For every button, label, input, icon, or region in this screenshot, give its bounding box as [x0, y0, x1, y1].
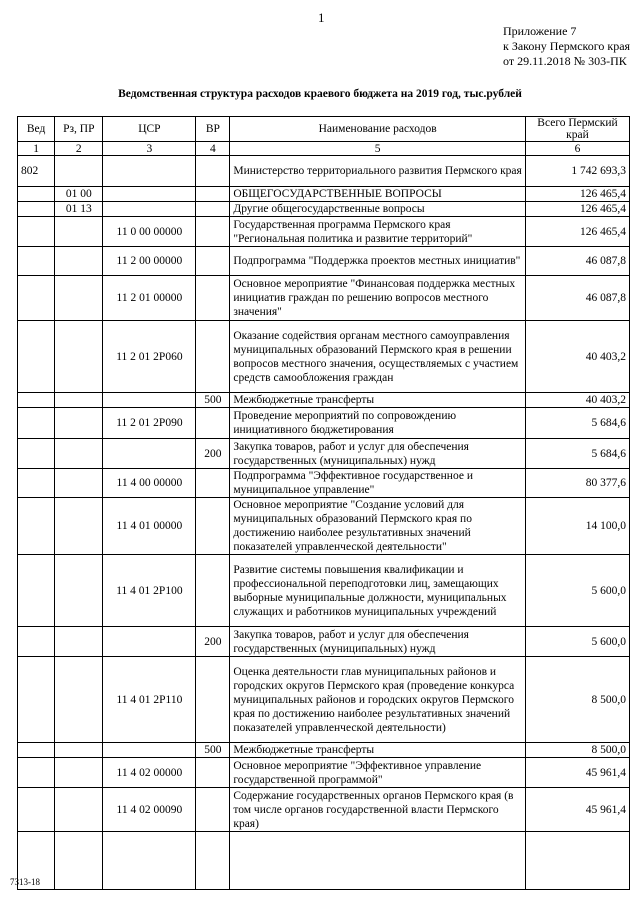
header-name: Наименование расходов	[230, 117, 526, 142]
cell-rz-pr	[55, 321, 103, 393]
cell-csr: 11 0 00 00000	[103, 217, 196, 247]
cell-vr	[196, 498, 230, 555]
table-row	[18, 758, 630, 788]
cell-csr: 11 4 02 00000	[103, 758, 196, 788]
appendix-line-2: к Закону Пермского края	[503, 39, 631, 53]
cell-vr	[196, 217, 230, 247]
cell-rz-pr	[55, 743, 103, 758]
cell-ved	[18, 788, 55, 832]
cell-ved	[18, 439, 55, 469]
table-row	[18, 788, 630, 832]
cell-rz-pr	[55, 555, 103, 627]
cell-csr	[103, 439, 196, 469]
cell-vr	[196, 187, 230, 202]
appendix-line-3: от 29.11.2018 № 303-ПК	[503, 54, 627, 68]
cell-csr: 11 4 01 2P100	[103, 555, 196, 627]
table-row	[18, 498, 630, 555]
cell-name: Оценка деятельности глав муниципальных районов и городских округов Пермского края (проведение конкурса муниципальных районов и городских округов Пермского края по достижению наиболее результативных значений показателей управленческой деятельности)	[230, 657, 526, 743]
cell-name: Основное мероприятие "Финансовая поддержка местных инициатив граждан по решению вопросов местного значения"	[230, 276, 526, 321]
appendix-line-1: Приложение 7	[503, 24, 577, 38]
cell-total: 45 961,4	[525, 758, 629, 788]
header-number: 3	[103, 142, 196, 156]
cell-total: 8 500,0	[525, 657, 629, 743]
cell-name: Проведение мероприятий по сопровождению инициативного бюджетирования	[230, 408, 526, 439]
cell-name: Развитие системы повышения квалификации и профессиональной переподготовки лиц, замещающих выборные муниципальные должности, муниципальных служащих и работников муниципальных учреждений	[230, 555, 526, 627]
header-number: 4	[196, 142, 230, 156]
table-row	[18, 408, 630, 439]
cell-rz-pr	[55, 393, 103, 408]
cell-csr: 11 4 00 00000	[103, 469, 196, 498]
table-row	[18, 743, 630, 758]
header-number: 5	[230, 142, 526, 156]
cell-ved	[18, 321, 55, 393]
table-row	[18, 321, 630, 393]
table-body	[18, 156, 630, 890]
cell-ved	[18, 187, 55, 202]
cell-rz-pr	[55, 627, 103, 657]
cell-vr: 200	[196, 439, 230, 469]
cell-vr	[196, 555, 230, 627]
cell-ved	[18, 217, 55, 247]
cell-name: Оказание содействия органам местного самоуправления муниципальных образований Пермского края в решении вопросов местного значения, осуществляемых с участием средств самообложения граждан	[230, 321, 526, 393]
cell-ved	[18, 202, 55, 217]
cell-total: 40 403,2	[525, 321, 629, 393]
header-csr: ЦСР	[103, 117, 196, 142]
cell-name: Министерство территориального развития Пермского края	[230, 156, 526, 187]
table-row	[18, 627, 630, 657]
cell-rz-pr: 01 00	[55, 187, 103, 202]
cell-ved	[18, 555, 55, 627]
cell-csr	[103, 187, 196, 202]
cell-vr	[196, 408, 230, 439]
table-row	[18, 439, 630, 469]
cell-total: 5 684,6	[525, 408, 629, 439]
cell-name: Основное мероприятие "Создание условий для муниципальных образований Пермского края по достижению наиболее результативных значений показателей управленческой деятельности"	[230, 498, 526, 555]
cell-total: 8 500,0	[525, 743, 629, 758]
header-total: Всего Пермский край	[525, 117, 629, 142]
cell-csr	[103, 156, 196, 187]
cell-total: 1 742 693,3	[525, 156, 629, 187]
cell-name: Содержание государственных органов Пермского края (в том числе органов государственной власти Пермского края)	[230, 788, 526, 832]
header-number: 1	[18, 142, 55, 156]
cell-ved	[18, 393, 55, 408]
cell-rz-pr: 01 13	[55, 202, 103, 217]
table-row	[18, 657, 630, 743]
cell-rz-pr	[55, 758, 103, 788]
cell-total: 40 403,2	[525, 393, 629, 408]
table-row	[18, 469, 630, 498]
cell-rz-pr	[55, 788, 103, 832]
cell-rz-pr	[55, 408, 103, 439]
table-row	[18, 156, 630, 187]
appendix-block	[503, 24, 630, 69]
cell-name: Закупка товаров, работ и услуг для обеспечения государственных (муниципальных) нужд	[230, 439, 526, 469]
cell-csr: 11 2 01 00000	[103, 276, 196, 321]
cell-ved	[18, 276, 55, 321]
cell-ved	[18, 627, 55, 657]
footer-code: 7313-18	[10, 877, 40, 887]
cell-rz-pr	[55, 276, 103, 321]
cell-rz-pr	[55, 657, 103, 743]
cell-vr	[196, 276, 230, 321]
cell-vr: 200	[196, 627, 230, 657]
header-vr: ВР	[196, 117, 230, 142]
cell-vr	[196, 788, 230, 832]
cell-total: 46 087,8	[525, 276, 629, 321]
header-number: 2	[55, 142, 103, 156]
cell-total: 5 600,0	[525, 627, 629, 657]
cell-name: Межбюджетные трансферты	[230, 743, 526, 758]
cell-total: 126 465,4	[525, 187, 629, 202]
cell-vr	[196, 469, 230, 498]
cell-name: Другие общегосударственные вопросы	[230, 202, 526, 217]
cell-name: Межбюджетные трансферты	[230, 393, 526, 408]
cell-vr: 500	[196, 393, 230, 408]
table-row-blank	[18, 832, 630, 890]
header-ved: Вед	[18, 117, 55, 142]
header-number-row	[18, 142, 630, 156]
table-row	[18, 555, 630, 627]
table-row	[18, 217, 630, 247]
cell-ved	[18, 469, 55, 498]
table-row	[18, 393, 630, 408]
cell-name: Закупка товаров, работ и услуг для обеспечения государственных (муниципальных) нужд	[230, 627, 526, 657]
cell-vr	[196, 321, 230, 393]
cell-name: Подпрограмма "Эффективное государственное и муниципальное управление"	[230, 469, 526, 498]
table-row	[18, 202, 630, 217]
cell-rz-pr	[55, 217, 103, 247]
cell-ved	[18, 657, 55, 743]
table-row	[18, 247, 630, 276]
cell-name: Государственная программа Пермского края "Региональная политика и развитие территорий"	[230, 217, 526, 247]
cell-csr: 11 4 02 00090	[103, 788, 196, 832]
cell-vr	[196, 202, 230, 217]
table-row	[18, 276, 630, 321]
cell-vr: 500	[196, 743, 230, 758]
document-title: Ведомственная структура расходов краевого бюджета на 2019 год, тыс.рублей	[118, 88, 522, 100]
cell-csr	[103, 393, 196, 408]
cell-name: ОБЩЕГОСУДАРСТВЕННЫЕ ВОПРОСЫ	[230, 187, 526, 202]
cell-total: 5 600,0	[525, 555, 629, 627]
cell-csr	[103, 627, 196, 657]
cell-csr: 11 2 01 2P060	[103, 321, 196, 393]
cell-vr	[196, 758, 230, 788]
cell-total: 126 465,4	[525, 202, 629, 217]
cell-ved: 802	[18, 156, 55, 187]
table-row	[18, 187, 630, 202]
cell-total: 5 684,6	[525, 439, 629, 469]
cell-csr: 11 4 01 00000	[103, 498, 196, 555]
cell-name: Подпрограмма "Поддержка проектов местных инициатив"	[230, 247, 526, 276]
cell-name: Основное мероприятие "Эффективное управление государственной программой"	[230, 758, 526, 788]
cell-ved	[18, 408, 55, 439]
cell-total: 46 087,8	[525, 247, 629, 276]
cell-vr	[196, 247, 230, 276]
table-header	[18, 117, 630, 156]
header-number: 6	[525, 142, 629, 156]
cell-ved	[18, 758, 55, 788]
cell-rz-pr	[55, 156, 103, 187]
cell-total: 80 377,6	[525, 469, 629, 498]
header-rz-pr: Рз, ПР	[55, 117, 103, 142]
cell-total: 45 961,4	[525, 788, 629, 832]
cell-csr: 11 4 01 2P110	[103, 657, 196, 743]
cell-csr: 11 2 01 2P090	[103, 408, 196, 439]
cell-csr	[103, 202, 196, 217]
cell-rz-pr	[55, 247, 103, 276]
cell-ved	[18, 743, 55, 758]
cell-total: 14 100,0	[525, 498, 629, 555]
cell-csr	[103, 743, 196, 758]
cell-rz-pr	[55, 469, 103, 498]
cell-total: 126 465,4	[525, 217, 629, 247]
page-number: 1	[318, 10, 325, 25]
cell-vr	[196, 156, 230, 187]
cell-ved	[18, 498, 55, 555]
header-row	[18, 117, 630, 142]
cell-csr: 11 2 00 00000	[103, 247, 196, 276]
cell-vr	[196, 657, 230, 743]
cell-rz-pr	[55, 498, 103, 555]
cell-ved	[18, 247, 55, 276]
budget-table	[17, 116, 630, 890]
cell-rz-pr	[55, 439, 103, 469]
